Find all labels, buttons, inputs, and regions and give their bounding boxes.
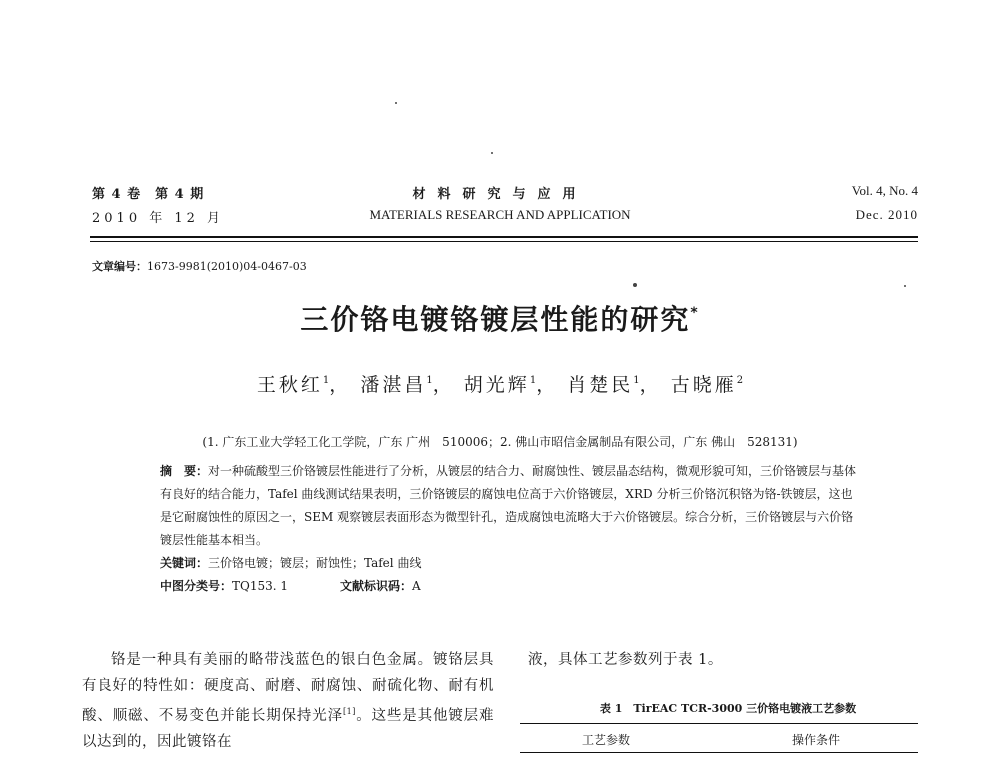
author-name: 肖楚民 <box>567 374 634 396</box>
title-footnote-mark: * <box>690 305 700 321</box>
author-affil-mark: 1 <box>633 375 640 386</box>
author-name: 胡光辉 <box>463 374 530 396</box>
scan-speck <box>904 285 906 287</box>
table-caption: 表 1 TirEAC TCR-3000 三价铬电镀液工艺参数 <box>599 702 857 715</box>
volume-issue: 第 4 卷 第 4 期 <box>92 187 205 202</box>
body-paragraph <box>82 648 494 755</box>
body-column-right: 液，具体工艺参数列于表 1。 <box>528 652 723 668</box>
title-text: 三价铬电镀铬镀层性能的研究 <box>300 303 691 336</box>
author-affil-mark: 1 <box>426 375 433 386</box>
affiliation: (1. 广东工业大学轻工化工学院，广东 广州 510006；2. 佛山市昭信金属制品有限公司，广东 佛山 528131) <box>202 435 798 449</box>
author-affil-mark: 1 <box>529 375 537 386</box>
author-affil-mark: 2 <box>736 375 744 386</box>
keywords-label: 关键词： <box>160 556 209 570</box>
journal-title-cn: 材料研究与应用 <box>412 187 588 202</box>
abstract-text: 对一种硫酸型三价铬镀层性能进行了分析，从镀层的结合力、耐腐蚀性、镀层晶态结构，微观形貌可知，三价铬镀层与基体有良好的结合能力，Tafel 曲线测试结果表明，三价铬镀层的腐蚀电位高于六价铬镀层，XRD 分析三价铬沉积铬为铬-铁镀层，这也是它耐腐蚀性的原因之一，SEM 观察镀层表面形态为微型针孔，造成腐蚀电流略大于六价铬镀层。综合分析，三价铬镀层与六价铬镀层性能基本相当。 <box>160 464 857 547</box>
article-number <box>92 258 307 274</box>
abstract-label: 摘 要： <box>160 464 209 478</box>
author-name: 潘湛昌 <box>360 374 427 396</box>
keywords <box>160 552 860 575</box>
volume-en: Vol. 4, No. 4 <box>851 183 918 198</box>
scan-speck <box>633 283 637 287</box>
body-column-left <box>82 648 494 755</box>
date-cn: 2010 年 12 月 <box>92 211 225 226</box>
author-separator: ， <box>639 374 662 396</box>
date-en: Dec. 2010 <box>855 207 918 222</box>
body-text-cont: 。这些是其他镀层难以达到的，因此镀铬在 <box>82 708 495 750</box>
keywords-text: 三价铬电镀；镀层；耐蚀性；Tafel 曲线 <box>208 556 422 570</box>
author-separator: ， <box>536 374 559 396</box>
table-header-rule <box>520 752 918 753</box>
scan-speck <box>491 152 493 154</box>
citation-ref: [1] <box>343 707 356 716</box>
journal-title-en: MATERIALS RESEARCH AND APPLICATION <box>369 207 631 222</box>
article-number-label: 文章编号： <box>92 260 147 273</box>
doc-code-value: A <box>412 579 421 593</box>
article-number-value: 1673-9981(2010)04-0467-03 <box>147 260 307 273</box>
paper-title <box>0 298 1000 338</box>
author-affil-mark: 1 <box>322 375 330 386</box>
header-rule <box>90 236 918 238</box>
clc-value: TQ153. 1 <box>232 579 289 593</box>
author-name: 王秋红 <box>256 374 323 396</box>
table-header-param: 工艺参数 <box>582 733 631 747</box>
doc-code-label: 文献标识码： <box>340 579 413 593</box>
classification <box>160 575 860 598</box>
table-top-rule <box>520 723 918 724</box>
author-separator: ， <box>432 374 455 396</box>
abstract <box>160 460 860 552</box>
table-header-condition: 操作条件 <box>792 733 841 747</box>
abstract-block <box>160 460 860 598</box>
author-separator: ， <box>329 374 352 396</box>
author-name: 古晓雁 <box>670 374 737 396</box>
body-text: 铬是一种具有美丽的略带浅蓝色的银白色金属。镀铬层具有良好的特性如：硬度高、耐磨、耐腐蚀、耐硫化物、耐有机酸、顺磁、不易变色并能长期保持光泽 <box>82 652 494 724</box>
header-rule-thin <box>90 241 918 242</box>
scan-speck <box>395 102 397 104</box>
author-list <box>0 370 1000 397</box>
clc-label: 中图分类号： <box>160 579 233 593</box>
